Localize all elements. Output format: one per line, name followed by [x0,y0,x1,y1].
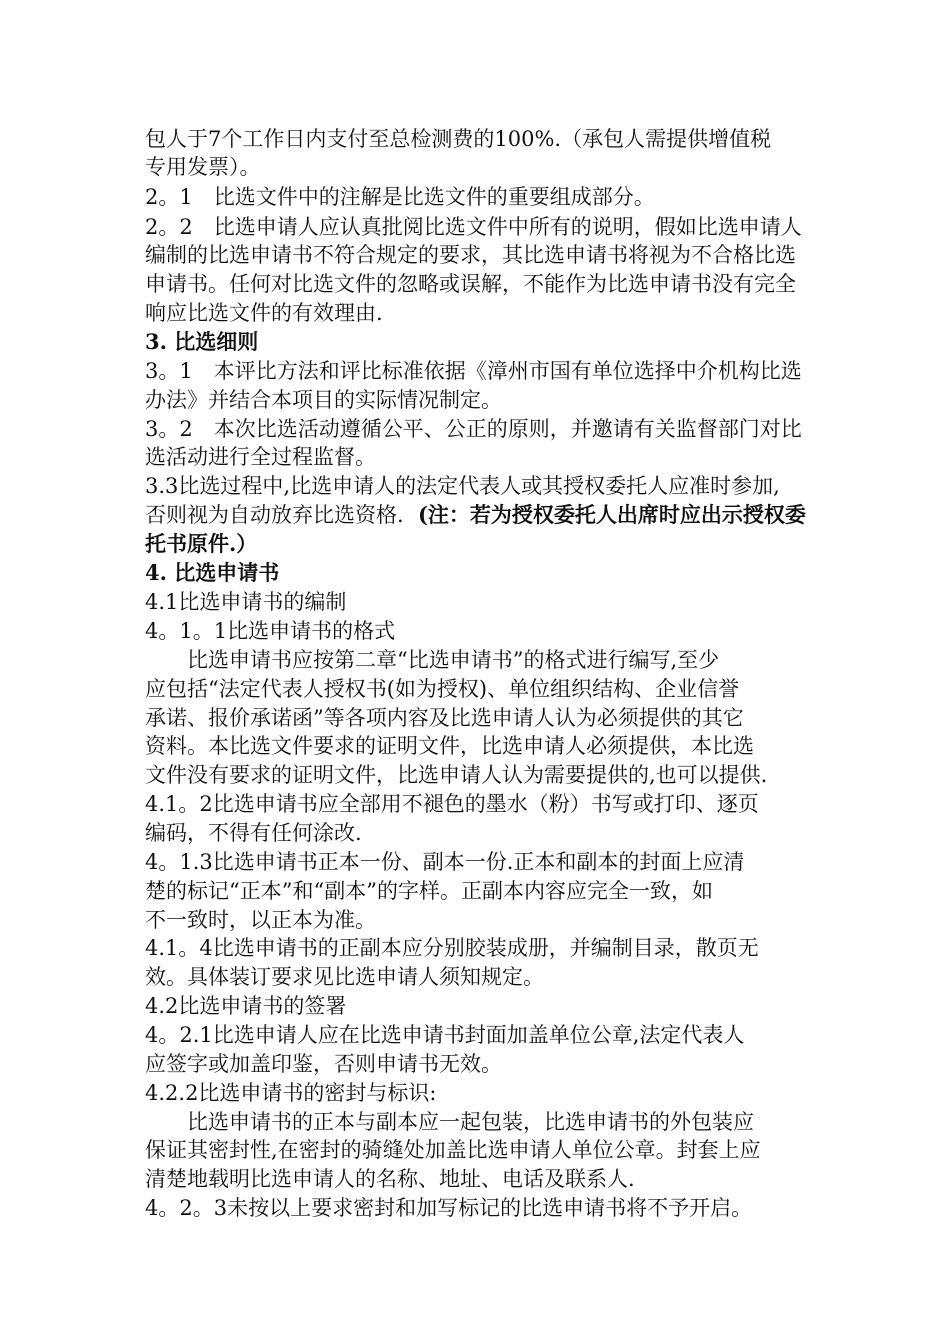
text-line: 4。1。1比选申请书的格式 [145,619,396,643]
text-line: 比选申请书的正本与副本应一起包装，比选申请书的外包装应 [145,1110,754,1134]
text-line: 包人于7个工作日内支付至总检测费的100%.（承包人需提供增值税 [145,127,772,151]
bold-note: (注：若为授权委托人出席时应出示授权委 [418,502,806,527]
section-heading: 4. 比选申请书 [145,560,280,585]
text-line: 比选申请书应按第二章“比选申请书”的格式进行编写,至少 [145,648,720,672]
section-heading: 3. 比选细则 [145,329,259,354]
text-line: 清楚地载明比选申请人的名称、地址、电话及联系人. [145,1167,635,1191]
text-line: 专用发票）。 [145,155,261,179]
text-line: 承诺、报价承诺函”等各项内容及比选申请人认为必须提供的其它 [145,706,744,730]
text-line: 3。1 本评比方法和评比标准依据《漳州市国有单位选择中介机构比选 [145,359,802,383]
text-line: 4。2。3未按以上要求密封和加写标记的比选申请书将不予开启。 [145,1196,753,1220]
text-line: 应签字或加盖印鉴，否则申请书无效。 [145,1052,502,1076]
text-line: 3。2 本次比选活动遵循公平、公正的原则，并邀请有关监督部门对比 [145,417,802,441]
text-line: 楚的标记“正本”和“副本”的字样。正副本内容应完全一致，如 [145,879,713,903]
text-line: 文件没有要求的证明文件，比选申请人认为需要提供的,也可以提供. [145,763,768,787]
text-line: 编码，不得有任何涂改. [145,821,362,845]
text-line: 4.1。2比选申请书应全部用不褪色的墨水（粉）书写或打印、逐页 [145,792,759,816]
text-line: 选活动进行全过程监督。 [145,445,376,469]
text-line: 效。具体装订要求见比选申请人须知规定。 [145,965,544,989]
text-line: 否则视为自动放弃比选资格. [145,503,404,527]
text-line: 4.1。4比选申请书的正副本应分别胶装成册，并编制目录，散页无 [145,936,759,960]
text-line: 4.2.2比选申请书的密封与标识: [145,1081,437,1105]
text-line: 4.1比选申请书的编制 [145,590,347,614]
text-line: 资料。本比选文件要求的证明文件，比选申请人必须提供，本比选 [145,734,754,758]
text-line: 不一致时，以正本为准。 [145,908,376,932]
text-line: 应包括“法定代表人授权书(如为授权)、单位组织结构、企业信誉 [145,677,740,701]
text-line: 编制的比选申请书不符合规定的要求，其比选申请书将视为不合格比选 [145,243,796,267]
text-line: 4.2比选申请书的签署 [145,994,347,1018]
text-line: 办法》并结合本项目的实际情况制定。 [145,388,502,412]
text-line: 2。1 比选文件中的注解是比选文件的重要组成部分。 [145,185,655,209]
text-line: 申请书。任何对比选文件的忽略或误解，不能作为比选申请书没有完全 [145,272,796,296]
text-line: 3.3比选过程中,比选申请人的法定代表人或其授权委托人应准时参加, [145,474,780,498]
text-line: 2。2 比选申请人应认真批阅比选文件中所有的说明，假如比选申请人 [145,215,802,239]
text-line: 4。1.3比选申请书正本一份、副本一份.正本和副本的封面上应清 [145,850,745,874]
text-line: 4。2.1比选申请人应在比选申请书封面加盖单位公章,法定代表人 [145,1023,745,1047]
text-line: 保证其密封性,在密封的骑缝处加盖比选申请人单位公章。封套上应 [145,1138,761,1162]
text-line: 响应比选文件的有效理由. [145,301,383,325]
bold-note: 托书原件.） [145,531,258,556]
